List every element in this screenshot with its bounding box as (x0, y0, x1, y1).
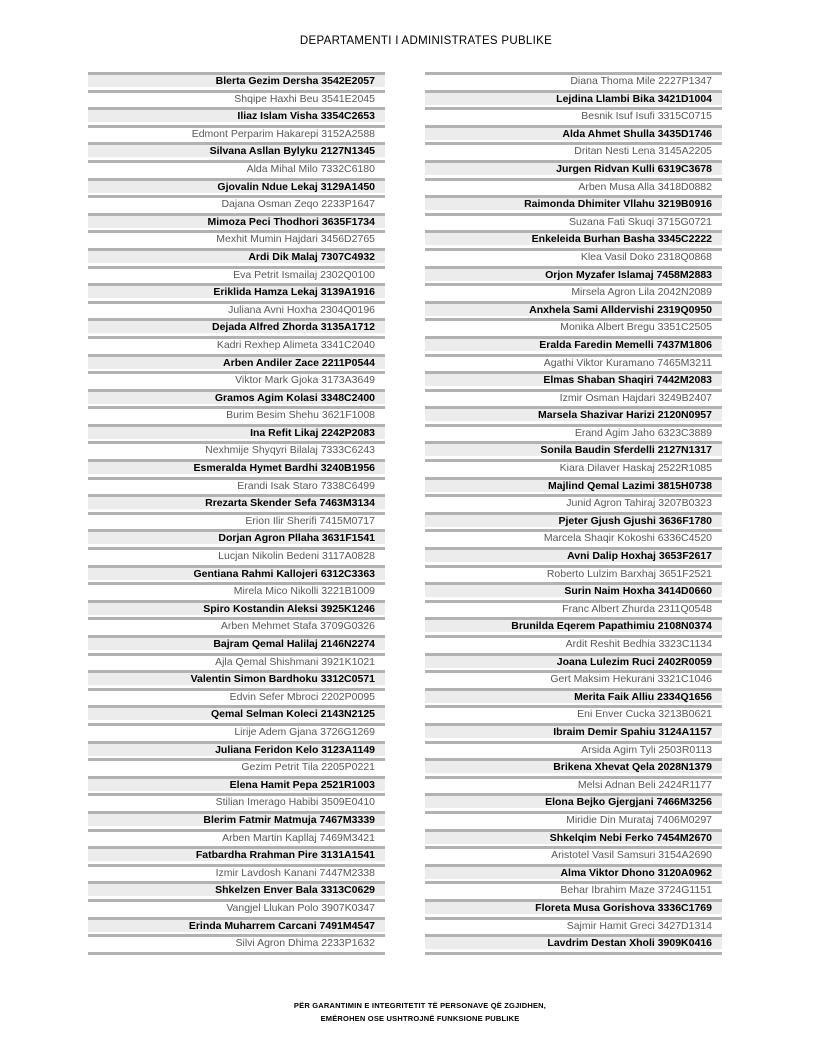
person-name-and-id: Dejada Alfred Zhorda 3135A1712 (88, 321, 385, 333)
person-name-and-id: Viktor Mark Gjoka 3173A3649 (235, 374, 375, 387)
table-row (425, 512, 722, 530)
table-row (88, 477, 385, 495)
person-name-and-id: Joana Lulezim Ruci 2402R0059 (425, 656, 722, 668)
person-name-and-id: Erinda Muharrem Carcani 7491M4547 (88, 920, 385, 932)
table-row (425, 195, 722, 213)
person-name-and-id: Franc Albert Zhurda 2311Q0548 (562, 602, 712, 615)
table-row (88, 741, 385, 759)
person-name-and-id: Stilian Imerago Habibi 3509E0410 (215, 796, 375, 809)
person-name-and-id: Valentin Simon Bardhoku 3312C0571 (88, 673, 385, 685)
person-name-and-id: Alma Viktor Dhono 3120A0962 (425, 867, 722, 879)
table-row (425, 477, 722, 495)
table-row (88, 688, 385, 706)
table-row (88, 248, 385, 266)
table-row (88, 266, 385, 284)
person-name-and-id: Arsida Agim Tyli 2503R0113 (581, 743, 712, 756)
table-row (425, 741, 722, 759)
person-name-and-id: Arben Andiler Zace 2211P0544 (88, 357, 385, 369)
person-name-and-id: Elena Hamit Pepa 2521R1003 (88, 779, 385, 791)
table-row (88, 705, 385, 723)
person-name-and-id: Erand Agim Jaho 6323C3889 (574, 426, 712, 439)
person-name-and-id: Gentiana Rahmi Kallojeri 6312C3363 (88, 568, 385, 580)
person-name-and-id: Brunilda Eqerem Papathimiu 2108N0374 (425, 620, 722, 632)
person-name-and-id: Behar Ibrahim Maze 3724G1151 (560, 884, 712, 897)
table-row (88, 582, 385, 600)
person-name-and-id: Ibraim Demir Spahiu 3124A1157 (425, 726, 722, 738)
table-row (425, 389, 722, 407)
person-name-and-id: Juliana Feridon Kelo 3123A1149 (88, 744, 385, 756)
table-row (88, 213, 385, 231)
person-name-and-id: Iliaz Islam Visha 3354C2653 (88, 110, 385, 122)
table-row (88, 776, 385, 794)
name-list-columns (88, 72, 722, 955)
person-name-and-id: Klea Vasil Doko 2318Q0868 (580, 250, 712, 263)
table-row (88, 653, 385, 671)
table-row (425, 424, 722, 442)
table-row (425, 758, 722, 776)
table-row (425, 230, 722, 248)
table-row (425, 793, 722, 811)
table-row (425, 846, 722, 864)
table-row (88, 125, 385, 143)
table-row (425, 318, 722, 336)
table-row (425, 142, 722, 160)
person-name-and-id: Mimoza Peci Thodhori 3635F1734 (88, 216, 385, 228)
table-row (425, 213, 722, 231)
person-name-and-id: Fatbardha Rrahman Pire 3131A1541 (88, 849, 385, 861)
table-row (88, 354, 385, 372)
table-row (88, 670, 385, 688)
page-title: DEPARTAMENTI I ADMINISTRATES PUBLIKE (299, 35, 553, 47)
person-name-and-id: Melsi Adnan Beli 2424R1177 (577, 778, 712, 791)
person-name-and-id: Surin Naim Hoxha 3414D0660 (425, 585, 722, 597)
person-name-and-id: Ajla Qemal Shishmani 3921K1021 (215, 655, 375, 668)
person-name-and-id: Gezim Petrit Tila 2205P0221 (241, 761, 375, 774)
person-name-and-id: Diana Thoma Mile 2227P1347 (570, 75, 712, 87)
person-name-and-id: Mirsela Agron Lila 2042N2089 (571, 286, 712, 299)
table-row (425, 459, 722, 477)
person-name-and-id: Blerim Fatmir Matmuja 7467M3339 (88, 814, 385, 826)
name-list-column-left (88, 72, 385, 955)
table-row (425, 547, 722, 565)
table-row (425, 582, 722, 600)
table-row (88, 195, 385, 213)
person-name-and-id: Majlind Qemal Lazimi 3815H0738 (425, 480, 722, 492)
person-name-and-id: Vangjel Llukan Polo 3907K0347 (226, 901, 375, 914)
person-name-and-id: Orjon Myzafer Islamaj 7458M2883 (425, 269, 722, 281)
table-row (88, 512, 385, 530)
person-name-and-id: Ardit Reshit Bedhia 3323C1134 (565, 638, 712, 650)
person-name-and-id: Agathi Viktor Kuramano 7465M3211 (543, 356, 712, 369)
person-name-and-id: Eralda Faredin Memelli 7437M1806 (425, 339, 722, 351)
person-name-and-id: Alda Ahmet Shulla 3435D1746 (425, 128, 722, 140)
person-name-and-id: Izmir Lavdosh Kanani 7447M2338 (215, 866, 375, 879)
person-name-and-id: Raimonda Dhimiter Vllahu 3219B0916 (425, 198, 722, 210)
table-row (425, 494, 722, 512)
person-name-and-id: Suzana Fati Skuqi 3715G0721 (568, 215, 712, 228)
table-row (88, 829, 385, 847)
person-name-and-id: Gjovalin Ndue Lekaj 3129A1450 (88, 181, 385, 193)
table-row (88, 600, 385, 618)
table-row (88, 723, 385, 741)
person-name-and-id: Elmas Shaban Shaqiri 7442M2083 (425, 374, 722, 386)
person-name-and-id: Miridie Din Murataj 7406M0297 (566, 813, 712, 826)
table-row (88, 424, 385, 442)
person-name-and-id: Mexhit Mumin Hajdari 3456D2765 (216, 233, 375, 246)
table-row (88, 301, 385, 319)
person-name-and-id: Shkelzen Enver Bala 3313C0629 (88, 884, 385, 896)
person-name-and-id: Spiro Kostandin Aleksi 3925K1246 (88, 603, 385, 615)
table-row (88, 529, 385, 547)
table-row (88, 406, 385, 424)
name-list-column-right (425, 72, 722, 955)
table-row (425, 705, 722, 723)
table-row (425, 371, 722, 389)
footer-note (12, 999, 816, 1025)
table-row (425, 917, 722, 935)
person-name-and-id: Silvana Asllan Bylyku 2127N1345 (88, 145, 385, 157)
table-row (88, 107, 385, 125)
person-name-and-id: Enkeleida Burhan Basha 3345C2222 (425, 233, 722, 245)
table-row (88, 336, 385, 354)
table-row (88, 72, 385, 90)
person-name-and-id: Esmeralda Hymet Bardhi 3240B1956 (88, 462, 385, 474)
table-row (88, 178, 385, 196)
person-name-and-id: Eni Enver Cucka 3213B0621 (577, 708, 712, 721)
table-row (88, 142, 385, 160)
person-name-and-id: Alda Mihal Milo 7332C6180 (246, 162, 375, 175)
table-row (88, 565, 385, 583)
table-row (425, 160, 722, 178)
person-name-and-id: Floreta Musa Gorishova 3336C1769 (425, 902, 722, 914)
table-row (88, 617, 385, 635)
person-name-and-id: Burim Besim Shehu 3621F1008 (226, 409, 375, 422)
table-row (88, 371, 385, 389)
person-name-and-id: Jurgen Ridvan Kulli 6319C3678 (425, 163, 722, 175)
table-row (88, 90, 385, 108)
person-name-and-id: Kadri Rexhep Alimeta 3341C2040 (216, 338, 375, 351)
table-row (425, 829, 722, 847)
person-name-and-id: Besnik Isuf Isufi 3315C0715 (581, 110, 712, 123)
person-name-and-id: Mirela Mico Nikolli 3221B1009 (233, 585, 375, 598)
table-row (425, 178, 722, 196)
table-row (88, 899, 385, 917)
table-row (425, 336, 722, 354)
table-row (88, 793, 385, 811)
table-row (425, 72, 722, 90)
person-name-and-id: Lirije Adem Gjana 3726G1269 (234, 725, 375, 738)
person-name-and-id: Brikena Xhevat Qela 2028N1379 (425, 761, 722, 773)
table-row (425, 811, 722, 829)
person-name-and-id: Dorjan Agron Pllaha 3631F1541 (88, 532, 385, 544)
table-row (425, 670, 722, 688)
table-row (88, 934, 385, 952)
table-row (88, 230, 385, 248)
footer-line-2: EMËROHEN OSE USHTROJNË FUNKSIONE PUBLIKE (320, 1014, 520, 1023)
person-name-and-id: Shkelqim Nebi Ferko 7454M2670 (425, 832, 722, 844)
table-row (425, 776, 722, 794)
table-row (88, 811, 385, 829)
table-row (425, 406, 722, 424)
person-name-and-id: Edmont Perparim Hakarepi 3152A2588 (191, 127, 375, 140)
person-name-and-id: Eva Petrit Ismailaj 2302Q0100 (233, 268, 375, 281)
person-name-and-id: Silvi Agron Dhima 2233P1632 (235, 937, 375, 950)
table-row (88, 459, 385, 477)
person-name-and-id: Ina Refit Likaj 2242P2083 (88, 427, 385, 439)
person-name-and-id: Pjeter Gjush Gjushi 3636F1780 (425, 515, 722, 527)
table-row (88, 917, 385, 935)
person-name-and-id: Arben Martin Kapllaj 7469M3421 (222, 831, 375, 844)
table-row (425, 248, 722, 266)
person-name-and-id: Roberto Lulzim Barxhaj 3651F2521 (546, 567, 712, 580)
table-row (88, 389, 385, 407)
table-row (425, 864, 722, 882)
person-name-and-id: Eriklida Hamza Lekaj 3139A1916 (88, 286, 385, 298)
person-name-and-id: Sonila Baudin Sferdelli 2127N1317 (425, 444, 722, 456)
person-name-and-id: Bajram Qemal Halilaj 2146N2274 (88, 638, 385, 650)
person-name-and-id: Marcela Shaqir Kokoshi 6336C4520 (543, 532, 712, 545)
person-name-and-id: Dritan Nesti Lena 3145A2205 (574, 145, 712, 158)
table-row (88, 864, 385, 882)
person-name-and-id: Edvin Sefer Mbroci 2202P0095 (229, 690, 375, 703)
person-name-and-id: Sajmir Hamit Greci 3427D1314 (566, 919, 712, 932)
table-row (88, 441, 385, 459)
person-name-and-id: Monika Albert Bregu 3351C2505 (560, 321, 712, 334)
table-row (425, 354, 722, 372)
table-row (425, 934, 722, 952)
table-row (425, 635, 722, 653)
table-row (425, 881, 722, 899)
table-row (88, 881, 385, 899)
person-name-and-id: Gert Maksim Hekurani 3321C1046 (550, 673, 712, 686)
person-name-and-id: Gramos Agim Kolasi 3348C2400 (88, 392, 385, 404)
person-name-and-id: Ardi Dik Malaj 7307C4932 (88, 251, 385, 263)
person-name-and-id: Anxhela Sami Alldervishi 2319Q0950 (425, 304, 722, 316)
table-row (425, 723, 722, 741)
person-name-and-id: Shqipe Haxhi Beu 3541E2045 (234, 92, 375, 105)
person-name-and-id: Kiara Dilaver Haskaj 2522R1085 (559, 462, 712, 475)
person-name-and-id: Lucjan Nikolin Bedeni 3117A0828 (218, 550, 375, 563)
table-row (425, 283, 722, 301)
table-row (425, 617, 722, 635)
table-row (88, 160, 385, 178)
table-row (88, 494, 385, 512)
table-row (88, 318, 385, 336)
person-name-and-id: Arben Mehmet Stafa 3709G0326 (220, 620, 375, 633)
person-name-and-id: Rrezarta Skender Sefa 7463M3134 (88, 497, 385, 509)
table-row (88, 846, 385, 864)
table-row (425, 90, 722, 108)
person-name-and-id: Erion Ilir Sherifi 7415M0717 (245, 514, 375, 527)
person-name-and-id: Izmir Osman Hajdari 3249B2407 (559, 391, 712, 404)
person-name-and-id: Dajana Osman Zeqo 2233P1647 (221, 198, 375, 211)
table-row (88, 547, 385, 565)
table-row (88, 283, 385, 301)
person-name-and-id: Qemal Selman Koleci 2143N2125 (88, 708, 385, 720)
table-row (425, 565, 722, 583)
person-name-and-id: Avni Dalip Hoxhaj 3653F2617 (425, 550, 722, 562)
table-row (425, 899, 722, 917)
person-name-and-id: Juliana Avni Hoxha 2304Q0196 (228, 303, 375, 316)
table-row (425, 600, 722, 618)
table-row (425, 688, 722, 706)
person-name-and-id: Junid Agron Tahiraj 3207B0323 (566, 497, 712, 510)
person-name-and-id: Elona Bejko Gjergjani 7466M3256 (425, 796, 722, 808)
table-row (425, 441, 722, 459)
table-row (425, 266, 722, 284)
table-row (425, 301, 722, 319)
table-row (425, 125, 722, 143)
footer-line-1: PËR GARANTIMIN E INTEGRITETIT TË PERSONAVE QË ZGJIDHEN, (293, 1001, 547, 1010)
table-row (425, 107, 722, 125)
person-name-and-id: Marsela Shazivar Harizi 2120N0957 (425, 409, 722, 421)
table-row (88, 758, 385, 776)
person-name-and-id: Lavdrim Destan Xholi 3909K0416 (425, 937, 722, 949)
person-name-and-id: Arben Musa Alla 3418D0882 (578, 180, 712, 193)
person-name-and-id: Blerta Gezim Dersha 3542E2057 (88, 75, 385, 87)
person-name-and-id: Erandi Isak Staro 7338C6499 (237, 479, 375, 492)
person-name-and-id: Merita Faik Alliu 2334Q1656 (425, 691, 722, 703)
table-row (425, 653, 722, 671)
person-name-and-id: Nexhmije Shyqyri Bilalaj 7333C6243 (205, 444, 375, 457)
person-name-and-id: Lejdina Llambi Bika 3421D1004 (425, 93, 722, 105)
table-row (425, 529, 722, 547)
table-row (88, 635, 385, 653)
person-name-and-id: Aristotel Vasil Samsuri 3154A2690 (551, 849, 712, 862)
